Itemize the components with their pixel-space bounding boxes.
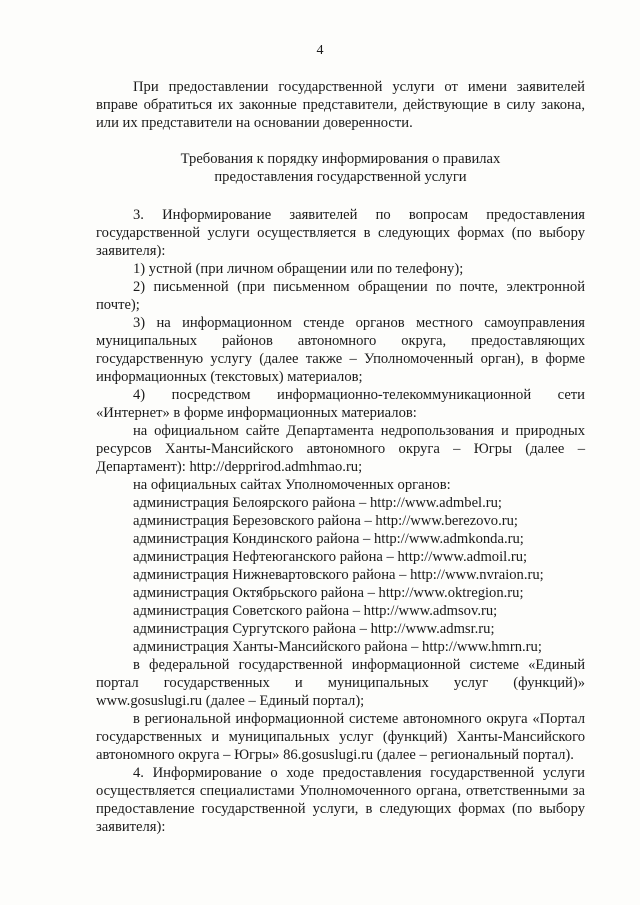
list-item-internet: 4) посредством информационно-телекоммуникационной сети «Интернет» в форме информационных материалов: — [96, 387, 585, 421]
paragraph-item-4: 4. Информирование о ходе предоставления государственной услуги осуществляется специалистами Уполномоченного органа, ответственными за предоставление государственной услуги, в следующих формах (по выбору заявителя): — [96, 765, 585, 835]
list-item-stand: 3) на информационном стенде органов местного самоуправления муниципальных районов автономного округа, предоставляющих государственную услугу (далее также – Уполномоченный орган), в форме информационных (текстовых) материалов; — [96, 315, 585, 385]
section-heading-line-1: Требования к порядку информирования о правилах — [180, 151, 501, 167]
paragraph-federal-portal: в федеральной государственной информационной системе «Единый портал государственных и муниципальных услуг (функций)» www.gosuslugi.ru (далее – Единый портал); — [96, 657, 585, 709]
site-sovetsky: администрация Советского района – http://www.admsov.ru; — [133, 603, 498, 619]
site-oktyabrsky: администрация Октябрьского района – http://www.oktregion.ru; — [133, 585, 524, 601]
site-berezovsky: администрация Березовского района – http://www.berezovo.ru; — [133, 513, 518, 529]
paragraph-representatives: При предоставлении государственной услуги от имени заявителей вправе обратиться их законные представители, действующие в силу закона, или их представители на основании доверенности. — [96, 79, 585, 131]
site-khanty-mansiysky: администрация Ханты-Мансийского района – http://www.hmrn.ru; — [133, 639, 542, 655]
list-item-written: 2) письменной (при письменном обращении по почте, электронной почте); — [96, 279, 585, 313]
document-body — [96, 78, 585, 836]
paragraph-department-site: на официальном сайте Департамента недропользования и природных ресурсов Ханты-Мансийского автономного округа – Югры (далее – Департамент): http://depprirod.admhmao.ru; — [96, 423, 585, 475]
site-beloyarsky: администрация Белоярского района – http://www.admbel.ru; — [133, 495, 502, 511]
paragraph-item-3: 3. Информирование заявителей по вопросам предоставления государственной услуги осуществляется в следующих формах (по выбору заявителя): — [96, 207, 585, 259]
list-item-oral: 1) устной (при личном обращении или по телефону); — [133, 261, 464, 277]
section-heading-line-2: предоставления государственной услуги — [214, 169, 467, 185]
site-nefteyugansky: администрация Нефтеюганского района – http://www.admoil.ru; — [133, 549, 528, 565]
paragraph-regional-portal: в региональной информационной системе автономного округа «Портал государственных и муниципальных услуг (функций) Ханты-Мансийского автономного округа – Югры» 86.gosuslugi.ru (далее – региональный портал). — [96, 711, 585, 763]
site-nizhnevartovsky: администрация Нижневартовского района – http://www.nvraion.ru; — [133, 567, 544, 583]
paragraph-authorities-sites: на официальных сайтах Уполномоченных органов: — [133, 477, 451, 493]
section-heading — [96, 150, 585, 186]
site-surgutsky: администрация Сургутского района – http://www.admsr.ru; — [133, 621, 495, 637]
page-number: 4 — [316, 43, 324, 58]
site-kondinsky: администрация Кондинского района – http://www.admkonda.ru; — [133, 531, 524, 547]
